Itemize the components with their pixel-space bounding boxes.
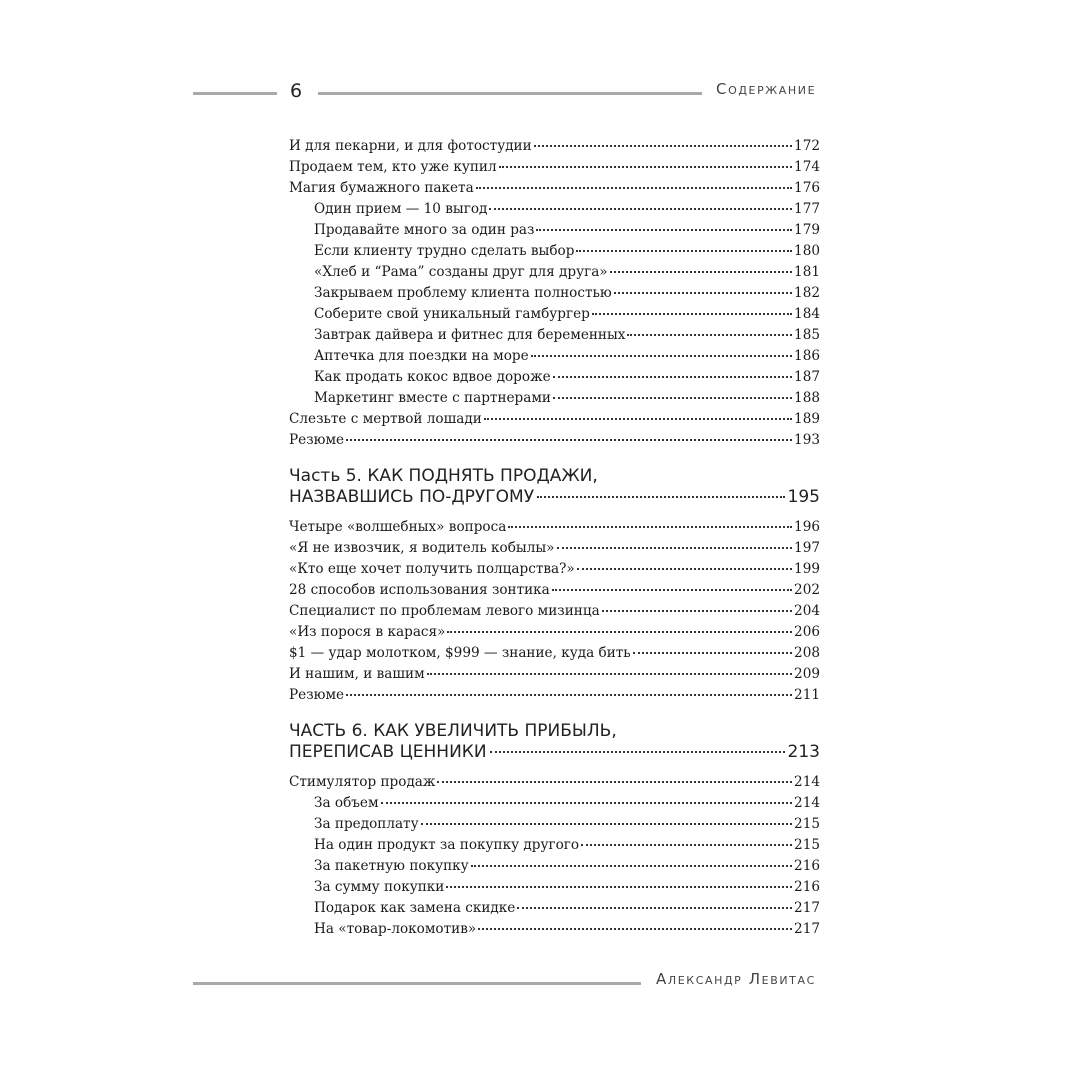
dot-leader bbox=[421, 823, 792, 825]
toc-entry-page: 172 bbox=[794, 138, 820, 154]
toc-entry-title: Аптечка для поездки на море bbox=[314, 348, 529, 364]
toc-entry-page: 216 bbox=[794, 879, 820, 895]
dot-leader bbox=[499, 166, 792, 168]
toc-entry-page: 217 bbox=[794, 900, 820, 916]
toc-entry-page: 211 bbox=[794, 687, 820, 703]
dot-leader bbox=[447, 631, 792, 633]
toc-entry-title: Подарок как замена скидке bbox=[314, 900, 516, 916]
part-5-page: 195 bbox=[787, 487, 820, 507]
toc-entry-page: 209 bbox=[794, 666, 820, 682]
toc-entry-title: Продаем тем, кто уже купил bbox=[289, 159, 497, 175]
toc-entry-title: Специалист по проблемам левого мизинца bbox=[289, 603, 600, 619]
toc-entry-page: 186 bbox=[794, 348, 820, 364]
toc-entry bbox=[289, 622, 820, 643]
dot-leader bbox=[577, 568, 792, 570]
toc-entry bbox=[289, 388, 820, 409]
toc-entry-title: «Я не извозчик, я водитель кобылы» bbox=[289, 540, 555, 556]
toc-entry-page: 197 bbox=[794, 540, 820, 556]
dot-leader bbox=[517, 907, 792, 909]
toc-entry-title: «Хлеб и “Рама” созданы друг для друга» bbox=[314, 264, 608, 280]
dot-leader bbox=[610, 271, 792, 273]
toc-entry-title: «Кто еще хочет получить полцарства?» bbox=[289, 561, 575, 577]
toc-entry-title: Соберите свой уникальный гамбургер bbox=[314, 306, 590, 322]
toc-entry-page: 208 bbox=[794, 645, 820, 661]
toc-entry-title: За предоплату bbox=[314, 816, 419, 832]
toc-entry-title: Продавайте много за один раз bbox=[314, 222, 535, 238]
toc-entry bbox=[289, 538, 820, 559]
dot-leader bbox=[490, 751, 785, 753]
part-5-heading bbox=[289, 466, 820, 508]
dot-leader bbox=[627, 334, 792, 336]
toc-entry bbox=[289, 430, 820, 451]
toc-block-part6 bbox=[289, 772, 820, 940]
toc-entry bbox=[289, 643, 820, 664]
toc-entry bbox=[289, 580, 820, 601]
toc-entry-page: 185 bbox=[794, 327, 820, 343]
dot-leader bbox=[536, 229, 792, 231]
part-5-title-line2-row bbox=[289, 487, 820, 508]
toc-entry-page: 204 bbox=[794, 603, 820, 619]
toc-entry-title: Резюме bbox=[289, 432, 345, 448]
dot-leader bbox=[437, 781, 792, 783]
dot-leader bbox=[576, 250, 792, 252]
toc-entry bbox=[289, 517, 820, 538]
dot-leader bbox=[489, 208, 792, 210]
dot-leader bbox=[531, 355, 792, 357]
part-5-title-line2: НАЗВАВШИСЬ ПО-ДРУГОМУ bbox=[289, 487, 535, 507]
dot-leader bbox=[508, 526, 792, 528]
toc-entry bbox=[289, 772, 820, 793]
toc-entry-title: Закрываем проблему клиента полностью bbox=[314, 285, 612, 301]
part-6-title-line2: ПЕРЕПИСАВ ЦЕННИКИ bbox=[289, 742, 487, 762]
footer-rule bbox=[193, 982, 641, 985]
toc-entry-page: 214 bbox=[794, 774, 820, 790]
toc-entry-page: 188 bbox=[794, 390, 820, 406]
dot-leader bbox=[427, 673, 792, 675]
toc-entry-title: И нашим, и вашим bbox=[289, 666, 425, 682]
toc-entry bbox=[289, 283, 820, 304]
toc-entry bbox=[289, 262, 820, 283]
dot-leader bbox=[346, 694, 792, 696]
toc-entry-page: 206 bbox=[794, 624, 820, 640]
toc-entry-page: 199 bbox=[794, 561, 820, 577]
toc-entry bbox=[289, 793, 820, 814]
toc-entry-title: Слезьте с мертвой лошади bbox=[289, 411, 482, 427]
toc-entry-title: 28 способов использования зонтика bbox=[289, 582, 550, 598]
dot-leader bbox=[553, 376, 792, 378]
toc-entry-page: 180 bbox=[794, 243, 820, 259]
toc-entry bbox=[289, 685, 820, 706]
toc-entry bbox=[289, 835, 820, 856]
toc-entry-title: $1 — удар молотком, $999 — знание, куда бить bbox=[289, 645, 631, 661]
toc-entry-page: 217 bbox=[794, 921, 820, 937]
toc-entry bbox=[289, 241, 820, 262]
dot-leader bbox=[484, 418, 792, 420]
toc-entry-page: 215 bbox=[794, 837, 820, 853]
dot-leader bbox=[557, 547, 793, 549]
toc-entry-page: 181 bbox=[794, 264, 820, 280]
header-rule-left bbox=[193, 92, 277, 95]
toc-entry-page: 184 bbox=[794, 306, 820, 322]
toc-block-part4-tail bbox=[289, 136, 820, 451]
part-6-title-line2-row bbox=[289, 742, 820, 763]
toc-entry-page: 202 bbox=[794, 582, 820, 598]
toc-entry bbox=[289, 199, 820, 220]
page-number: 6 bbox=[289, 80, 303, 102]
toc-entry-title: Маркетинг вместе с партнерами bbox=[314, 390, 551, 406]
toc-entry-title: «Из порося в карася» bbox=[289, 624, 446, 640]
toc-entry-page: 196 bbox=[794, 519, 820, 535]
running-head: Содержание bbox=[716, 80, 817, 98]
toc-entry-page: 214 bbox=[794, 795, 820, 811]
dot-leader bbox=[478, 928, 792, 930]
part-6-heading bbox=[289, 721, 820, 763]
toc-entry-title: На «товар-локомотив» bbox=[314, 921, 477, 937]
toc-entry bbox=[289, 346, 820, 367]
toc-entry-title: И для пекарни, и для фотостудии bbox=[289, 138, 532, 154]
toc-entry-title: За сумму покупки bbox=[314, 879, 445, 895]
toc-entry bbox=[289, 814, 820, 835]
toc-entry-page: 176 bbox=[794, 180, 820, 196]
toc-entry-title: За объем bbox=[314, 795, 379, 811]
toc-entry bbox=[289, 367, 820, 388]
toc-entry-page: 216 bbox=[794, 858, 820, 874]
dot-leader bbox=[476, 187, 792, 189]
dot-leader bbox=[446, 886, 792, 888]
dot-leader bbox=[471, 865, 792, 867]
toc-entry bbox=[289, 325, 820, 346]
toc-entry-page: 174 bbox=[794, 159, 820, 175]
toc-entry-title: Резюме bbox=[289, 687, 345, 703]
toc-entry bbox=[289, 919, 820, 940]
toc-entry bbox=[289, 601, 820, 622]
dot-leader bbox=[602, 610, 792, 612]
toc-entry-title: Как продать кокос вдвое дороже bbox=[314, 369, 551, 385]
dot-leader bbox=[592, 313, 792, 315]
dot-leader bbox=[534, 145, 792, 147]
dot-leader bbox=[552, 589, 792, 591]
part-6-page: 213 bbox=[787, 742, 820, 762]
header-rule-right bbox=[318, 92, 702, 95]
dot-leader bbox=[553, 397, 792, 399]
toc-entry-page: 215 bbox=[794, 816, 820, 832]
toc-entry-title: Один прием — 10 выгод bbox=[314, 201, 488, 217]
toc-entry-page: 182 bbox=[794, 285, 820, 301]
toc-block-part5 bbox=[289, 517, 820, 706]
toc-entry bbox=[289, 559, 820, 580]
dot-leader bbox=[381, 802, 793, 804]
dot-leader bbox=[346, 439, 792, 441]
toc-entry-title: Магия бумажного пакета bbox=[289, 180, 474, 196]
table-of-contents bbox=[289, 136, 820, 940]
toc-entry-page: 189 bbox=[794, 411, 820, 427]
toc-entry bbox=[289, 856, 820, 877]
toc-entry-title: Завтрак дайвера и фитнес для беременных bbox=[314, 327, 626, 343]
toc-entry bbox=[289, 409, 820, 430]
part-6-title-line1: ЧАСТЬ 6. КАК УВЕЛИЧИТЬ ПРИБЫЛЬ, bbox=[289, 721, 617, 741]
dot-leader bbox=[614, 292, 792, 294]
toc-entry bbox=[289, 157, 820, 178]
toc-entry-page: 177 bbox=[794, 201, 820, 217]
toc-entry bbox=[289, 664, 820, 685]
toc-entry-title: Стимулятор продаж bbox=[289, 774, 436, 790]
toc-entry bbox=[289, 178, 820, 199]
toc-entry bbox=[289, 304, 820, 325]
author-name: Александр Левитас bbox=[656, 970, 816, 988]
dot-leader bbox=[633, 652, 792, 654]
part-5-title-line1: Часть 5. КАК ПОДНЯТЬ ПРОДАЖИ, bbox=[289, 466, 598, 486]
toc-entry bbox=[289, 877, 820, 898]
toc-entry-page: 193 bbox=[794, 432, 820, 448]
toc-entry-title: На один продукт за покупку другого bbox=[314, 837, 580, 853]
toc-entry-title: Если клиенту трудно сделать выбор bbox=[314, 243, 575, 259]
toc-entry bbox=[289, 136, 820, 157]
dot-leader bbox=[537, 496, 784, 498]
toc-entry-title: Четыре «волшебных» вопроса bbox=[289, 519, 507, 535]
toc-entry bbox=[289, 220, 820, 241]
dot-leader bbox=[581, 844, 792, 846]
toc-entry-page: 187 bbox=[794, 369, 820, 385]
toc-entry bbox=[289, 898, 820, 919]
toc-entry-title: За пакетную покупку bbox=[314, 858, 469, 874]
toc-entry-page: 179 bbox=[794, 222, 820, 238]
